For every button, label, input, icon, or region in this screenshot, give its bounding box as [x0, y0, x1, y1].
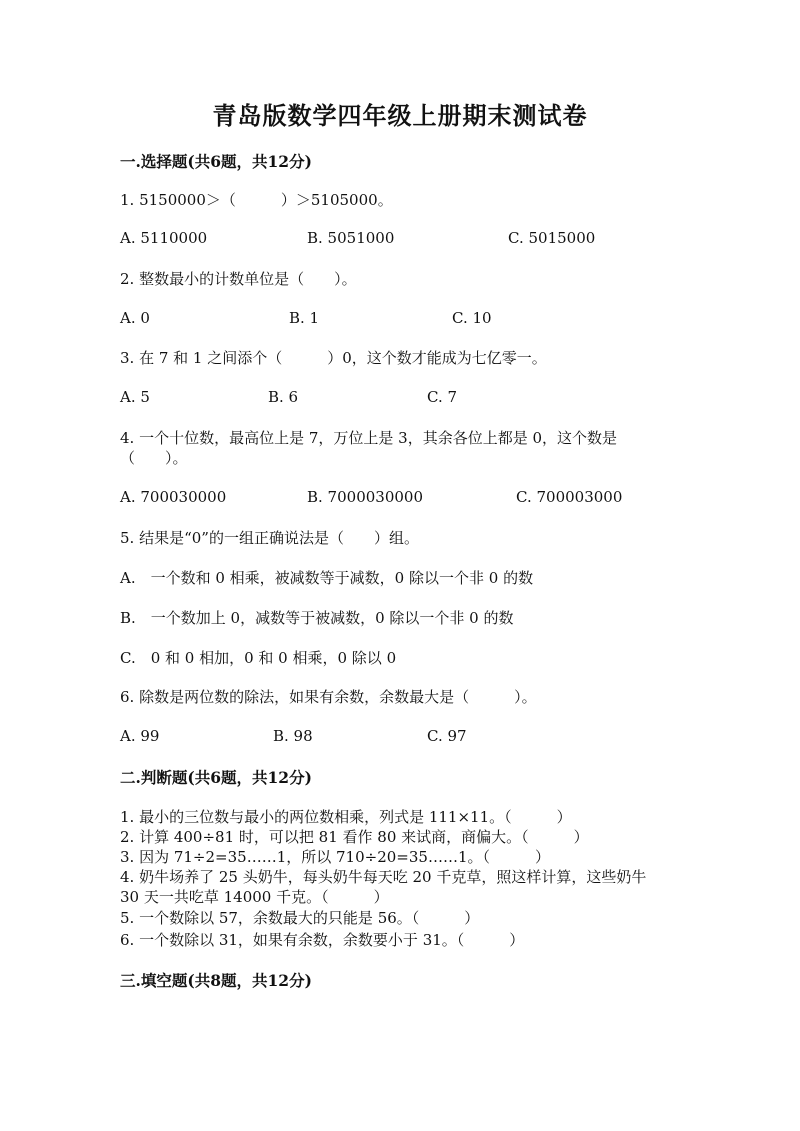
question-6-stem: 6. 除数是两位数的除法，如果有余数，余数最大是（ ）。: [120, 688, 537, 706]
judgment-item-6: 6. 一个数除以 31，如果有余数，余数要小于 31。（ ）: [120, 931, 525, 949]
question-4-stem: 4. 一个十位数，最高位上是 7，万位上是 3，其余各位上都是 0，这个数是: [120, 429, 618, 447]
judgment-item-3: 3. 因为 71÷2=35……1，所以 710÷20=35……1。（ ）: [120, 848, 550, 866]
question-1-option-b: B. 5051000: [307, 229, 395, 247]
section-heading-fill-in: 三.填空题(共8题，共12分): [120, 971, 312, 990]
question-2-stem: 2. 整数最小的计数单位是（ ）。: [120, 270, 357, 288]
question-6-option-c: C. 97: [427, 727, 467, 745]
question-4-stem-continued: （ ）。: [120, 449, 188, 467]
judgment-item-4-continued: 30 天一共吃草 14000 千克。（ ）: [120, 888, 389, 906]
judgment-item-2: 2. 计算 400÷81 时，可以把 81 看作 80 来试商，商偏大。（ ）: [120, 828, 589, 846]
question-3-option-a: A. 5: [120, 388, 150, 406]
question-4-option-c: C. 700003000: [516, 488, 623, 506]
question-1-option-a: A. 5110000: [120, 229, 208, 247]
section-heading-true-false: 二.判断题(共6题，共12分): [120, 768, 312, 787]
question-2-option-c: C. 10: [452, 309, 492, 327]
question-5-option-a: A. 一个数和 0 相乘，被减数等于减数，0 除以一个非 0 的数: [120, 569, 534, 587]
question-1-option-c: C. 5015000: [508, 229, 596, 247]
question-2-option-b: B. 1: [289, 309, 320, 327]
question-1-stem: 1. 5150000＞（ ）＞5105000。: [120, 191, 393, 209]
judgment-item-1: 1. 最小的三位数与最小的两位数相乘，列式是 111×11。（ ）: [120, 808, 572, 826]
question-5-option-c: C. 0 和 0 相加，0 和 0 相乘，0 除以 0: [120, 649, 397, 667]
question-3-option-b: B. 6: [268, 388, 299, 406]
section-heading-choice: 一.选择题(共6题，共12分): [120, 152, 312, 171]
page-title: 青岛版数学四年级上册期末测试卷: [212, 101, 588, 130]
question-6-option-a: A. 99: [120, 727, 160, 745]
judgment-item-4: 4. 奶牛场养了 25 头奶牛，每头奶牛每天吃 20 千克草，照这样计算，这些奶牛: [120, 868, 647, 886]
question-4-option-a: A. 700030000: [120, 488, 227, 506]
question-2-option-a: A. 0: [120, 309, 150, 327]
question-3-stem: 3. 在 7 和 1 之间添个（ ）0，这个数才能成为七亿零一。: [120, 349, 547, 367]
question-4-option-b: B. 7000030000: [307, 488, 423, 506]
question-3-option-c: C. 7: [427, 388, 458, 406]
question-5-stem: 5. 结果是“0”的一组正确说法是（ ）组。: [120, 529, 419, 547]
question-5-option-b: B. 一个数加上 0，减数等于被减数，0 除以一个非 0 的数: [120, 609, 514, 627]
question-6-option-b: B. 98: [273, 727, 313, 745]
judgment-item-5: 5. 一个数除以 57，余数最大的只能是 56。（ ）: [120, 909, 480, 927]
